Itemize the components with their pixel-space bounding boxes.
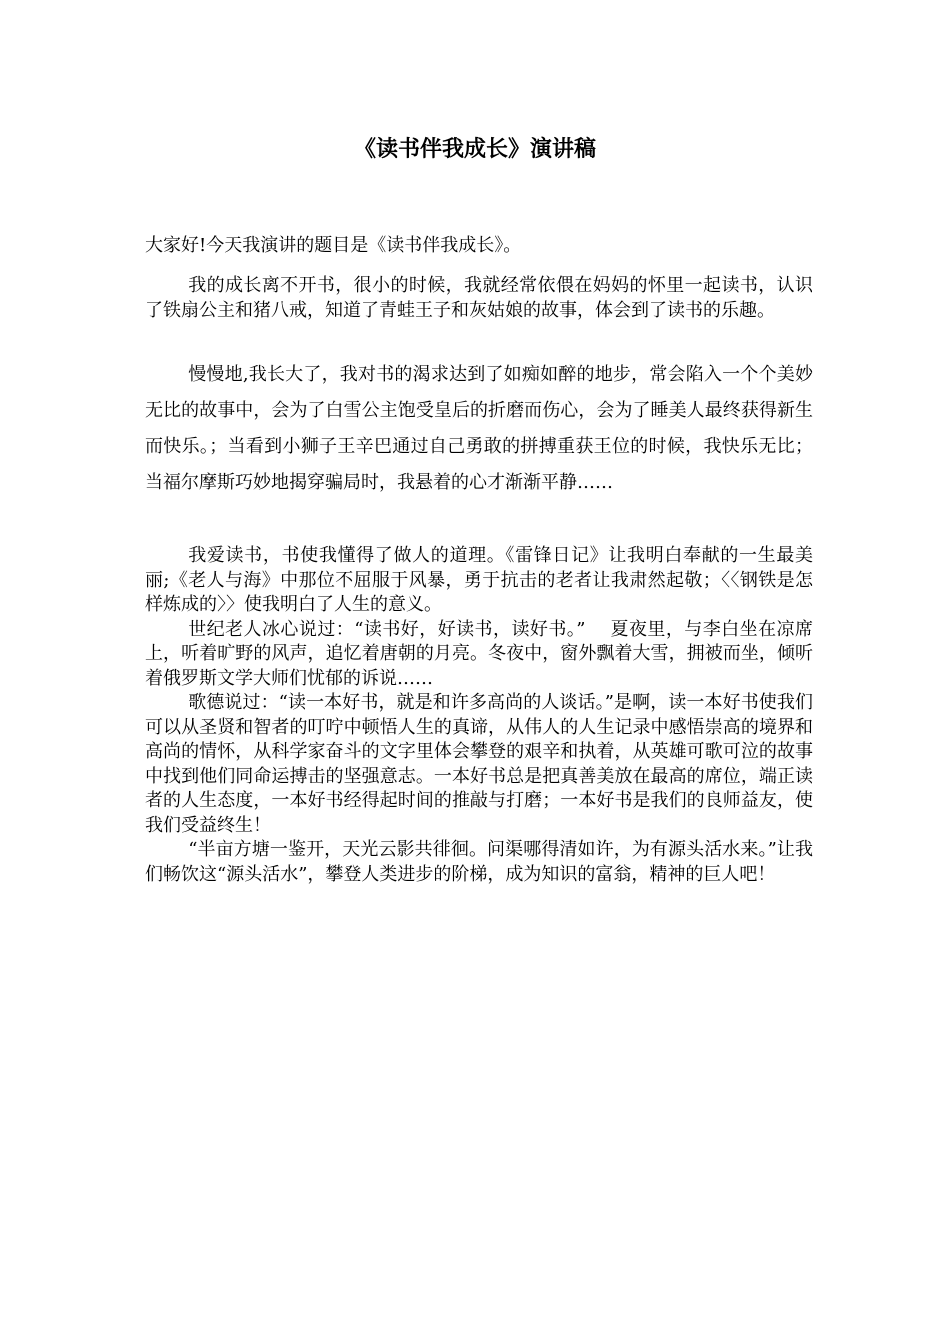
paragraph-love-reading: 我爱读书，书使我懂得了做人的道理。《雷锋日记》让我明白奉献的一生最美丽;《老人与海》中那位不屈服于风暴，勇于抗击的老者让我肃然起敬；〈〈钢铁是怎样炼成的〉〉使我明白了人生的意义。 — [145, 545, 813, 615]
paragraph-childhood: 我的成长离不开书，很小的时候，我就经常依偎在妈妈的怀里一起读书，认识了铁扇公主和猪八戒，知道了青蛙王子和灰姑娘的故事，体会到了读书的乐趣。 — [145, 275, 813, 321]
document-body-block-3 — [145, 544, 813, 887]
document-body-block-2 — [145, 357, 813, 501]
paragraph-closing-poem: “半亩方塘一鉴开，天光云影共徘徊。问渠哪得清如许，为有源头活水来。”让我们畅饮这“源头活水”，攀登人类进步的阶梯，成为知识的富翁，精神的巨人吧！ — [145, 839, 813, 885]
paragraph-goethe: 歌德说过：“读一本好书，就是和许多高尚的人谈话。”是啊，读一本好书使我们可以从圣贤和智者的叮咛中顿悟人生的真谛，从伟人的人生记录中感悟崇高的境界和高尚的情怀，从科学家奋斗的文字里体会攀登的艰辛和执着，从英雄可歌可泣的故事中找到他们同命运搏击的坚强意志。一本好书总是把真善美放在最高的席位，端正读者的人生态度，一本好书经得起时间的推敲与打磨；一本好书是我们的良师益友，使我们受益终生！ — [145, 692, 813, 836]
paragraph-growing-up: 慢慢地,我长大了，我对书的渴求达到了如痴如醉的地步，常会陷入一个个美妙无比的故事中，会为了白雪公主饱受皇后的折磨而伤心，会为了睡美人最终获得新生而快乐。；当看到小狮子王辛巴通过自己勇敢的拼搏重获王位的时候，我快乐无比；当福尔摩斯巧妙地揭穿骗局时，我悬着的心才渐渐平静…… — [145, 364, 813, 493]
document-title: 《读书伴我成长》演讲稿 — [353, 136, 596, 162]
document-body-greeting — [145, 234, 813, 259]
document-body-block-1 — [145, 274, 813, 323]
paragraph-greeting: 大家好!今天我演讲的题目是《读书伴我成长》。 — [145, 235, 522, 256]
paragraph-bingxin: 世纪老人冰心说过：“读书好，好读书，读好书。” 夏夜里，与李白坐在凉席上，听着旷野的风声，追忆着唐朝的月亮。冬夜中，窗外飘着大雪，拥被而坐，倾听着俄罗斯文学大师们忧郁的诉说…… — [145, 618, 813, 689]
